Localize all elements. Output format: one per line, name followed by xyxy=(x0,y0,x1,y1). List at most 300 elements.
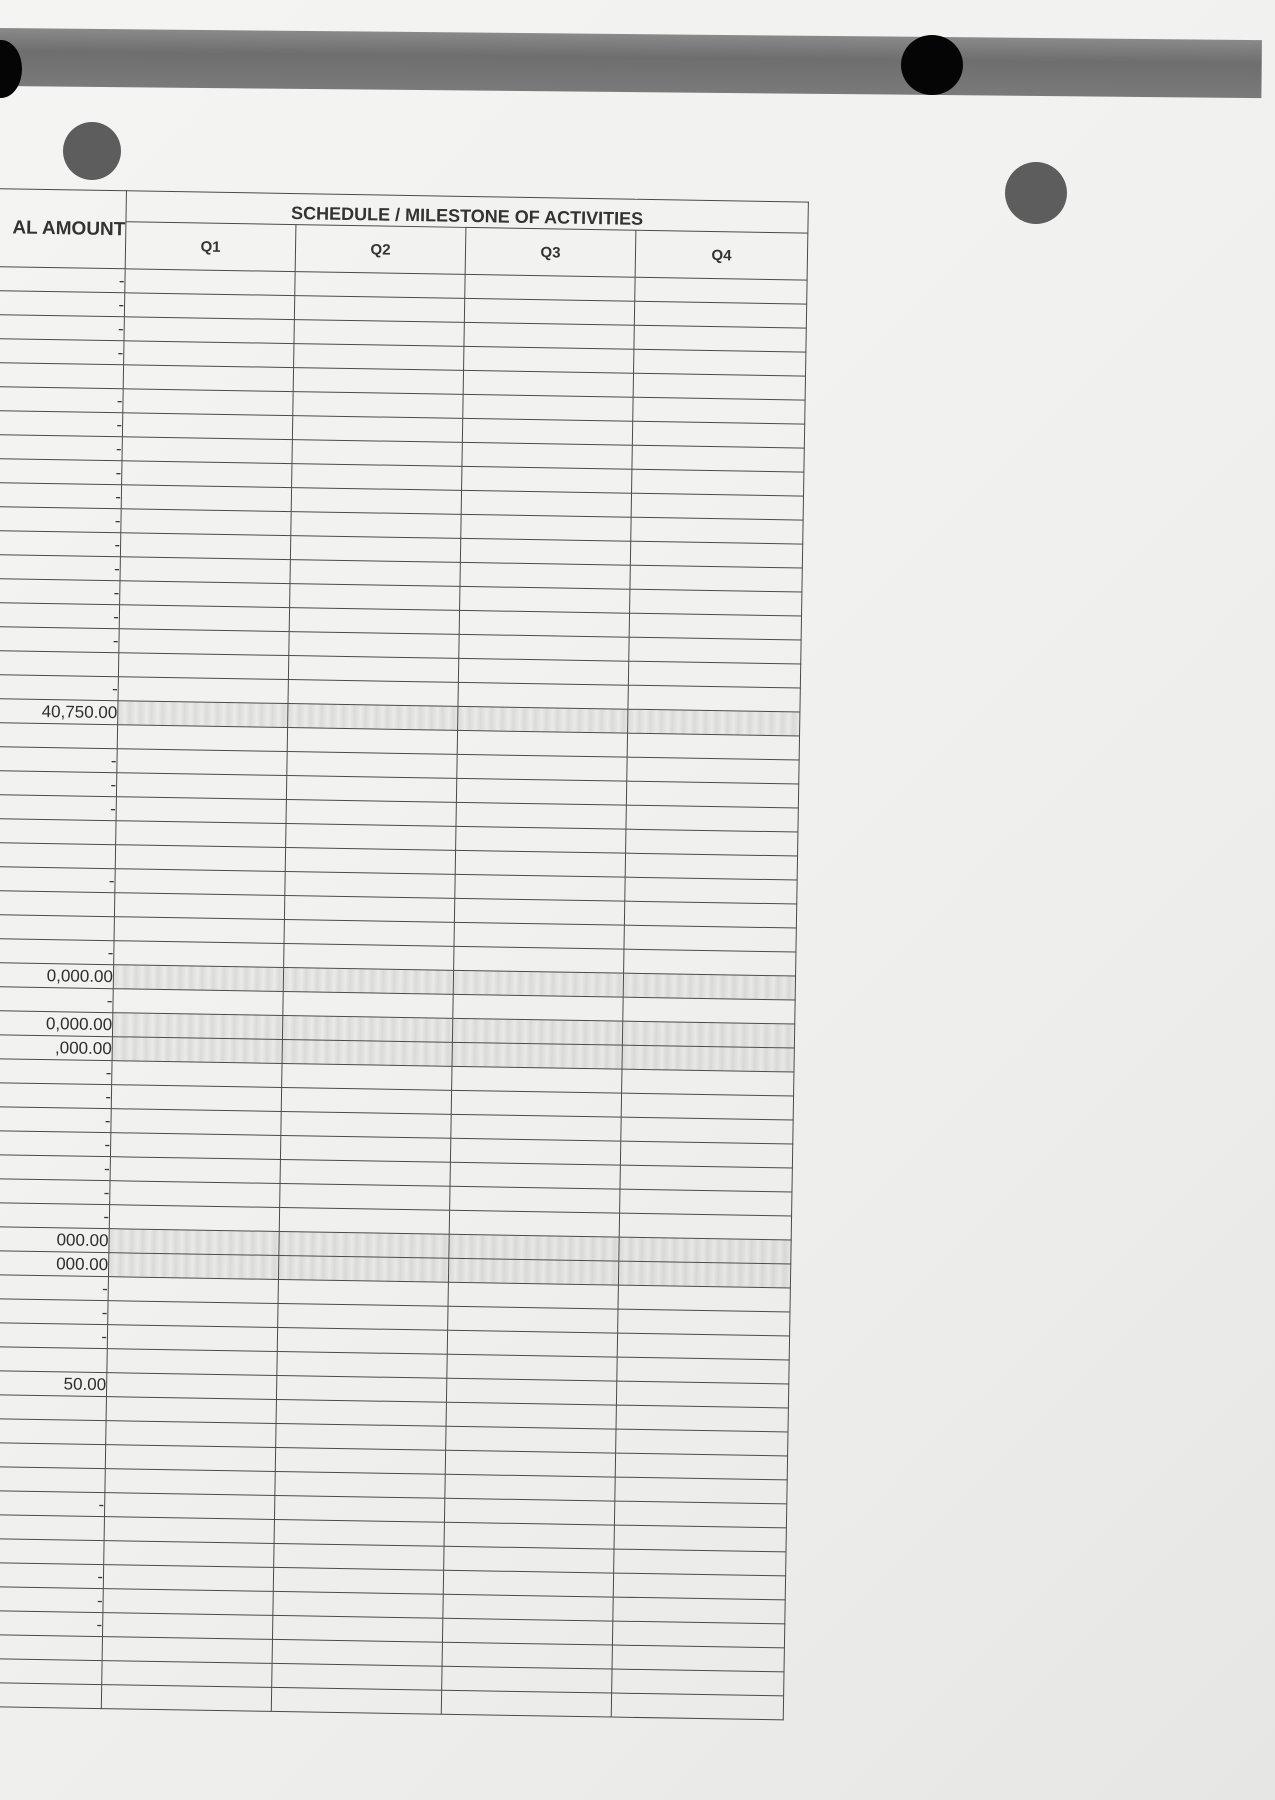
quarter-cell-q1 xyxy=(102,1661,272,1688)
quarter-cell-q1 xyxy=(124,293,294,320)
row-amount-cell: - xyxy=(0,1130,111,1156)
quarter-cell-q1 xyxy=(108,1253,278,1280)
quarter-cell-q4 xyxy=(629,613,801,640)
quarter-cell-q1 xyxy=(111,1109,281,1136)
row-amount-cell: - xyxy=(0,386,123,412)
row-amount-cell: 0,000.00 xyxy=(0,962,114,988)
quarter-cell-q2 xyxy=(292,416,462,443)
quarter-cell-q4 xyxy=(631,493,803,520)
quarter-cell-q2 xyxy=(278,1303,448,1330)
quarter-cell-q3 xyxy=(458,682,628,709)
row-amount-cell: - xyxy=(0,1322,108,1348)
quarter-cell-q2 xyxy=(280,1135,450,1162)
quarter-cell-q4 xyxy=(620,1141,792,1168)
row-amount-cell: - xyxy=(0,314,124,340)
quarter-cell-q1 xyxy=(106,1421,276,1448)
quarter-cell-q2 xyxy=(290,536,460,563)
quarter-cell-q4 xyxy=(620,1165,792,1192)
quarter-cell-q2 xyxy=(286,800,456,827)
quarter-cell-q4 xyxy=(622,1069,794,1096)
quarter-cell-q3 xyxy=(457,754,627,781)
quarter-cell-q2 xyxy=(284,920,454,947)
quarter-cell-q3 xyxy=(456,778,626,805)
quarter-cell-q4 xyxy=(632,469,804,496)
quarter-cell-q4 xyxy=(623,973,795,1000)
quarter-cell-q2 xyxy=(286,776,456,803)
row-amount-cell xyxy=(0,650,119,676)
quarter-cell-q4 xyxy=(633,373,805,400)
quarter-cell-q4 xyxy=(621,1117,793,1144)
quarter-cell-q1 xyxy=(106,1373,276,1400)
quarter-cell-q2 xyxy=(277,1351,447,1378)
row-amount-cell: - xyxy=(0,482,122,508)
row-amount-cell: - xyxy=(0,1298,108,1324)
quarter-cell-q4 xyxy=(622,1021,794,1048)
quarter-cell-q1 xyxy=(101,1685,271,1712)
quarter-cell-q3 xyxy=(452,1066,622,1093)
quarter-cell-q1 xyxy=(107,1325,277,1352)
quarter-cell-q4 xyxy=(624,925,796,952)
quarter-cell-q1 xyxy=(118,677,288,704)
quarter-cell-q4 xyxy=(615,1477,787,1504)
quarter-cell-q1 xyxy=(114,917,284,944)
row-amount-cell xyxy=(0,362,124,388)
row-amount-cell: - xyxy=(0,1178,110,1204)
row-amount-cell: - xyxy=(0,1586,103,1612)
quarter-cell-q2 xyxy=(274,1543,444,1570)
quarter-cell-q2 xyxy=(282,1039,452,1066)
quarter-cell-q3 xyxy=(458,658,628,685)
quarter-cell-q2 xyxy=(283,992,453,1019)
quarter-cell-q3 xyxy=(453,970,623,997)
row-amount-cell: - xyxy=(0,1274,108,1300)
row-amount-cell: - xyxy=(0,434,122,460)
quarter-cell-q2 xyxy=(272,1663,442,1690)
quarter-cell-q1 xyxy=(109,1229,279,1256)
quarter-cell-q2 xyxy=(276,1423,446,1450)
quarter-cell-q3 xyxy=(459,634,629,661)
binder-edge-strip xyxy=(0,28,1262,98)
quarter-cell-q2 xyxy=(283,968,453,995)
row-amount-cell: - xyxy=(0,866,115,892)
quarter-cell-q1 xyxy=(116,821,286,848)
row-amount-cell: ,000.00 xyxy=(0,1034,112,1060)
quarter-cell-q2 xyxy=(277,1327,447,1354)
quarter-cell-q1 xyxy=(118,701,288,728)
quarter-cell-q3 xyxy=(444,1522,614,1549)
row-amount-cell: - xyxy=(0,338,124,364)
quarter-cell-q2 xyxy=(274,1519,444,1546)
quarter-cell-q4 xyxy=(626,829,798,856)
quarter-cell-q4 xyxy=(617,1357,789,1384)
row-amount-cell: - xyxy=(0,770,117,796)
quarter-cell-q1 xyxy=(119,629,289,656)
quarter-cell-q3 xyxy=(462,466,632,493)
quarter-cell-q3 xyxy=(442,1618,612,1645)
quarter-cell-q1 xyxy=(111,1085,281,1112)
row-amount-cell: - xyxy=(0,290,125,316)
row-amount-cell: - xyxy=(0,578,120,604)
quarter-cell-q4 xyxy=(620,1189,792,1216)
quarter-cell-q2 xyxy=(285,872,455,899)
row-amount-cell xyxy=(0,1514,104,1540)
row-amount-cell xyxy=(0,1466,105,1492)
quarter-cell-q1 xyxy=(113,965,283,992)
quarter-cell-q2 xyxy=(284,944,454,971)
row-amount-cell: - xyxy=(0,794,116,820)
quarter-cell-q4 xyxy=(624,949,796,976)
row-amount-cell xyxy=(0,722,118,748)
quarter-cell-q4 xyxy=(625,853,797,880)
quarter-cell-q2 xyxy=(288,680,458,707)
quarter-cell-q4 xyxy=(633,397,805,424)
quarter-cell-q4 xyxy=(615,1453,787,1480)
quarter-cell-q3 xyxy=(465,274,635,301)
quarter-cell-q1 xyxy=(114,941,284,968)
row-amount-cell: - xyxy=(0,1154,110,1180)
quarter-cell-q3 xyxy=(456,826,626,853)
quarter-cell-q4 xyxy=(630,541,802,568)
quarter-cell-q2 xyxy=(295,272,465,299)
quarter-cell-q2 xyxy=(281,1087,451,1114)
quarter-cell-q1 xyxy=(108,1277,278,1304)
schedule-header: SCHEDULE / MILESTONE OF ACTIVITIES xyxy=(126,191,808,233)
quarter-cell-q4 xyxy=(627,757,799,784)
quarter-cell-q2 xyxy=(278,1279,448,1306)
quarter-cell-q1 xyxy=(110,1133,280,1160)
quarter-cell-q4 xyxy=(622,1045,794,1072)
quarter-cell-q3 xyxy=(446,1378,616,1405)
row-amount-cell xyxy=(0,1418,106,1444)
quarter-cell-q1 xyxy=(122,413,292,440)
quarter-cell-q1 xyxy=(119,605,289,632)
quarter-cell-q3 xyxy=(449,1210,619,1237)
quarter-cell-q3 xyxy=(455,850,625,877)
quarter-cell-q2 xyxy=(291,512,461,539)
row-amount-cell: - xyxy=(0,266,125,292)
quarter-cell-q2 xyxy=(286,824,456,851)
total-amount-header: AL AMOUNT xyxy=(0,189,126,269)
milestone-table xyxy=(0,188,809,1720)
quarter-cell-q1 xyxy=(110,1181,280,1208)
quarter-cell-q3 xyxy=(443,1570,613,1597)
row-amount-cell: - xyxy=(0,746,117,772)
quarter-cell-q2 xyxy=(275,1447,445,1474)
quarter-header-q2: Q2 xyxy=(295,225,466,275)
row-amount-cell xyxy=(0,1346,107,1372)
quarter-cell-q3 xyxy=(448,1258,618,1285)
row-amount-cell: 0,000.00 xyxy=(0,1010,113,1036)
binder-hole-right xyxy=(901,35,963,95)
quarter-cell-q3 xyxy=(442,1666,612,1693)
quarter-cell-q3 xyxy=(450,1186,620,1213)
row-amount-cell: - xyxy=(0,506,121,532)
quarter-cell-q3 xyxy=(448,1306,618,1333)
quarter-cell-q4 xyxy=(617,1333,789,1360)
quarter-cell-q4 xyxy=(616,1429,788,1456)
quarter-cell-q1 xyxy=(102,1613,272,1640)
quarter-cell-q2 xyxy=(284,896,454,923)
quarter-cell-q4 xyxy=(626,805,798,832)
row-amount-cell xyxy=(0,1658,102,1684)
quarter-cell-q1 xyxy=(125,269,295,296)
quarter-cell-q2 xyxy=(288,704,458,731)
quarter-cell-q4 xyxy=(623,997,795,1024)
quarter-cell-q4 xyxy=(625,877,797,904)
row-amount-cell: - xyxy=(0,626,119,652)
quarter-cell-q1 xyxy=(112,1061,282,1088)
quarter-cell-q1 xyxy=(112,1013,282,1040)
quarter-cell-q3 xyxy=(446,1426,616,1453)
quarter-cell-q4 xyxy=(612,1621,784,1648)
row-amount-cell: - xyxy=(0,1082,112,1108)
quarter-cell-q3 xyxy=(451,1090,621,1117)
quarter-cell-q1 xyxy=(102,1637,272,1664)
row-amount-cell: - xyxy=(0,674,118,700)
quarter-cell-q4 xyxy=(626,781,798,808)
quarter-cell-q2 xyxy=(279,1207,449,1234)
quarter-cell-q3 xyxy=(450,1138,620,1165)
row-amount-cell xyxy=(0,842,116,868)
quarter-cell-q2 xyxy=(279,1231,449,1258)
quarter-cell-q3 xyxy=(455,874,625,901)
quarter-cell-q1 xyxy=(124,341,294,368)
quarter-cell-q3 xyxy=(463,370,633,397)
quarter-cell-q1 xyxy=(123,365,293,392)
quarter-cell-q3 xyxy=(456,802,626,829)
row-amount-cell: - xyxy=(0,1058,112,1084)
quarter-cell-q3 xyxy=(447,1354,617,1381)
quarter-cell-q4 xyxy=(630,565,802,592)
quarter-cell-q1 xyxy=(106,1397,276,1424)
quarter-cell-q2 xyxy=(280,1183,450,1210)
row-amount-cell xyxy=(0,1442,106,1468)
row-amount-cell: - xyxy=(0,410,123,436)
quarter-cell-q1 xyxy=(103,1589,273,1616)
row-amount-cell xyxy=(0,890,115,916)
quarter-cell-q2 xyxy=(288,656,458,683)
quarter-cell-q4 xyxy=(614,1501,786,1528)
quarter-cell-q2 xyxy=(287,728,457,755)
row-amount-cell: 40,750.00 xyxy=(0,698,118,724)
row-amount-cell xyxy=(0,1682,102,1708)
quarter-cell-q4 xyxy=(624,901,796,928)
quarter-cell-q4 xyxy=(619,1213,791,1240)
quarter-cell-q2 xyxy=(292,440,462,467)
quarter-cell-q4 xyxy=(614,1525,786,1552)
quarter-cell-q1 xyxy=(122,461,292,488)
quarter-cell-q2 xyxy=(294,344,464,371)
quarter-cell-q3 xyxy=(453,994,623,1021)
quarter-cell-q3 xyxy=(454,922,624,949)
row-amount-cell: - xyxy=(0,530,121,556)
quarter-cell-q4 xyxy=(619,1237,791,1264)
quarter-cell-q1 xyxy=(120,533,290,560)
row-amount-cell: - xyxy=(0,1106,111,1132)
quarter-cell-q2 xyxy=(294,296,464,323)
quarter-cell-q1 xyxy=(107,1349,277,1376)
punch-hole-left xyxy=(63,122,121,180)
row-amount-cell xyxy=(0,1538,104,1564)
quarter-cell-q1 xyxy=(118,653,288,680)
quarter-cell-q1 xyxy=(122,437,292,464)
quarter-cell-q4 xyxy=(627,733,799,760)
quarter-cell-q4 xyxy=(631,517,803,544)
quarter-cell-q2 xyxy=(280,1159,450,1186)
quarter-cell-q2 xyxy=(291,488,461,515)
quarter-cell-q4 xyxy=(628,709,800,736)
quarter-cell-q3 xyxy=(445,1474,615,1501)
row-amount-cell: - xyxy=(0,602,120,628)
quarter-cell-q1 xyxy=(116,773,286,800)
quarter-cell-q3 xyxy=(454,898,624,925)
row-amount-cell: - xyxy=(0,554,120,580)
quarter-cell-q3 xyxy=(441,1690,611,1717)
quarter-cell-q4 xyxy=(612,1645,784,1672)
quarter-cell-q3 xyxy=(464,346,634,373)
quarter-cell-q2 xyxy=(285,848,455,875)
row-amount-cell: - xyxy=(0,1610,103,1636)
quarter-cell-q4 xyxy=(629,637,801,664)
quarter-cell-q1 xyxy=(120,581,290,608)
quarter-cell-q1 xyxy=(104,1517,274,1544)
quarter-cell-q1 xyxy=(114,893,284,920)
quarter-cell-q3 xyxy=(458,706,628,733)
quarter-cell-q3 xyxy=(454,946,624,973)
quarter-cell-q1 xyxy=(117,749,287,776)
quarter-header-q3: Q3 xyxy=(465,227,636,277)
quarter-cell-q3 xyxy=(464,298,634,325)
quarter-cell-q4 xyxy=(618,1261,790,1288)
quarter-cell-q4 xyxy=(613,1573,785,1600)
quarter-cell-q3 xyxy=(457,730,627,757)
row-amount-cell xyxy=(0,818,116,844)
quarter-cell-q4 xyxy=(611,1693,783,1720)
quarter-cell-q3 xyxy=(451,1114,621,1141)
quarter-cell-q2 xyxy=(278,1255,448,1282)
quarter-cell-q1 xyxy=(105,1445,275,1472)
quarter-cell-q4 xyxy=(632,421,804,448)
quarter-cell-q2 xyxy=(289,632,459,659)
quarter-cell-q2 xyxy=(276,1375,446,1402)
quarter-cell-q1 xyxy=(120,557,290,584)
quarter-cell-q3 xyxy=(461,490,631,517)
quarter-cell-q3 xyxy=(444,1498,614,1525)
quarter-cell-q1 xyxy=(104,1541,274,1568)
quarter-cell-q3 xyxy=(448,1282,618,1309)
row-amount-cell: 50.00 xyxy=(0,1370,107,1396)
quarter-cell-q3 xyxy=(446,1402,616,1429)
quarter-cell-q3 xyxy=(452,1042,622,1069)
row-amount-cell: - xyxy=(0,938,114,964)
row-amount-cell: 000.00 xyxy=(0,1226,109,1252)
quarter-cell-q1 xyxy=(123,389,293,416)
quarter-cell-q3 xyxy=(452,1018,622,1045)
row-amount-cell: - xyxy=(0,986,113,1012)
quarter-cell-q2 xyxy=(282,1016,452,1043)
quarter-cell-q1 xyxy=(116,797,286,824)
quarter-cell-q4 xyxy=(630,589,802,616)
quarter-cell-q3 xyxy=(463,394,633,421)
quarter-cell-q3 xyxy=(460,538,630,565)
quarter-cell-q1 xyxy=(113,989,283,1016)
quarter-cell-q1 xyxy=(121,509,291,536)
quarter-cell-q1 xyxy=(115,845,285,872)
quarter-cell-q2 xyxy=(272,1639,442,1666)
quarter-cell-q3 xyxy=(462,442,632,469)
quarter-cell-q2 xyxy=(294,320,464,347)
quarter-cell-q2 xyxy=(282,1063,452,1090)
quarter-cell-q3 xyxy=(462,418,632,445)
quarter-cell-q1 xyxy=(112,1037,282,1064)
quarter-header-q4: Q4 xyxy=(635,230,808,280)
quarter-cell-q4 xyxy=(628,661,800,688)
quarter-cell-q2 xyxy=(293,392,463,419)
row-amount-cell xyxy=(0,1394,106,1420)
quarter-cell-q4 xyxy=(634,349,806,376)
quarter-cell-q3 xyxy=(445,1450,615,1477)
quarter-cell-q1 xyxy=(104,1493,274,1520)
quarter-cell-q4 xyxy=(612,1669,784,1696)
row-amount-cell xyxy=(0,914,114,940)
quarter-cell-q4 xyxy=(616,1381,788,1408)
quarter-cell-q2 xyxy=(293,368,463,395)
quarter-cell-q3 xyxy=(460,562,630,589)
quarter-cell-q2 xyxy=(275,1471,445,1498)
row-amount-cell xyxy=(0,1634,102,1660)
punch-hole-right xyxy=(1005,162,1067,224)
quarter-cell-q2 xyxy=(274,1495,444,1522)
quarter-cell-q2 xyxy=(289,608,459,635)
quarter-cell-q1 xyxy=(108,1301,278,1328)
quarter-cell-q4 xyxy=(634,301,806,328)
quarter-cell-q3 xyxy=(464,322,634,349)
row-amount-cell: - xyxy=(0,458,122,484)
row-amount-cell: 000.00 xyxy=(0,1250,109,1276)
quarter-cell-q2 xyxy=(290,560,460,587)
quarter-cell-q4 xyxy=(635,277,807,304)
quarter-cell-q2 xyxy=(273,1567,443,1594)
quarter-cell-q4 xyxy=(634,325,806,352)
schedule-rows xyxy=(0,266,807,1719)
quarter-cell-q1 xyxy=(115,869,285,896)
quarter-cell-q2 xyxy=(290,584,460,611)
quarter-cell-q2 xyxy=(287,752,457,779)
quarter-cell-q4 xyxy=(632,445,804,472)
row-amount-cell: - xyxy=(0,1202,110,1228)
quarter-cell-q2 xyxy=(281,1111,451,1138)
quarter-cell-q2 xyxy=(276,1399,446,1426)
quarter-cell-q1 xyxy=(124,317,294,344)
quarter-cell-q3 xyxy=(450,1162,620,1189)
quarter-cell-q3 xyxy=(449,1234,619,1261)
row-amount-cell: - xyxy=(0,1562,104,1588)
quarter-cell-q2 xyxy=(271,1687,441,1714)
schedule-sheet xyxy=(0,188,808,1720)
quarter-cell-q1 xyxy=(103,1565,273,1592)
quarter-cell-q1 xyxy=(121,485,291,512)
quarter-cell-q4 xyxy=(616,1405,788,1432)
quarter-cell-q3 xyxy=(459,610,629,637)
quarter-cell-q4 xyxy=(621,1093,793,1120)
quarter-cell-q1 xyxy=(109,1205,279,1232)
quarter-cell-q2 xyxy=(273,1591,443,1618)
quarter-cell-q3 xyxy=(447,1330,617,1357)
quarter-cell-q3 xyxy=(460,586,630,613)
quarter-cell-q4 xyxy=(618,1309,790,1336)
quarter-cell-q4 xyxy=(614,1549,786,1576)
row-amount-cell: - xyxy=(0,1490,105,1516)
